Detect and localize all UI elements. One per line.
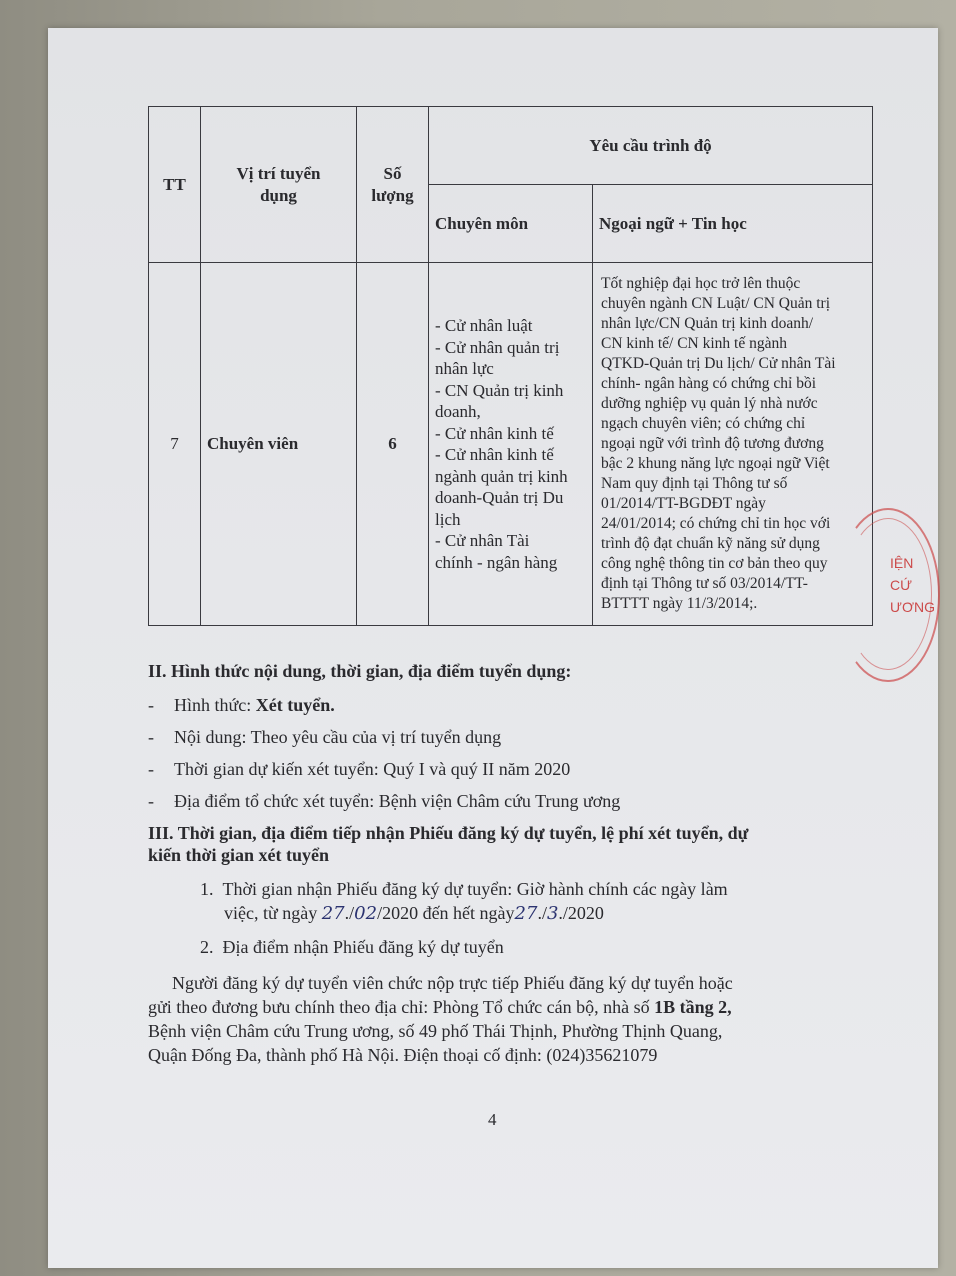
ngoai-ngu-line: Tốt nghiệp đại học trở lên thuộc	[601, 275, 801, 292]
table-row	[149, 263, 873, 626]
para-line-2	[148, 996, 732, 1018]
year-suffix: ./2020	[558, 903, 604, 923]
document-page	[48, 28, 938, 1268]
ngoai-ngu-line: nhân lực/CN Quản trị kinh doanh/	[601, 315, 814, 332]
para-line-1: Người đăng ký dự tuyển viên chức nộp trực tiếp Phiếu đăng ký dự tuyển hoặc	[172, 973, 733, 993]
section-3-title-line1: III. Thời gian, địa điểm tiếp nhận Phiếu đăng ký dự tuyển, lệ phí xét tuyển, dự	[148, 823, 749, 843]
table-header-row	[149, 107, 873, 185]
stamp-text-2: CỨ	[890, 577, 913, 593]
text-from: việc, từ ngày	[224, 903, 322, 923]
ngoai-ngu-line: dưỡng nghiệp vụ quản lý nhà nước	[601, 395, 818, 412]
chuyen-mon-line: - CN Quản trị kinh	[435, 380, 564, 400]
handwritten-month-1: 02	[354, 903, 378, 924]
section-2-item-1	[148, 694, 335, 716]
stamp-text-3: ƯƠNG	[890, 599, 935, 615]
ngoai-ngu-line: CN kinh tế/ CN kinh tế ngành	[601, 335, 787, 352]
ngoai-ngu-line: chính- ngân hàng có chứng chỉ bồi	[601, 375, 817, 392]
chuyen-mon-line: ngành quản trị kinh	[435, 466, 568, 486]
header-vi-tri-line1: Vị trí tuyển	[236, 163, 321, 183]
chuyen-mon-line: - Cử nhân kinh tế	[435, 423, 554, 443]
item-value: Xét tuyển.	[255, 695, 335, 715]
chuyen-mon-line: chính - ngân hàng	[435, 552, 558, 572]
chuyen-mon-list	[435, 315, 586, 573]
section-3-title-line2: kiến thời gian xét tuyển	[148, 845, 329, 865]
recruitment-table	[148, 106, 873, 626]
red-stamp	[880, 508, 940, 678]
section-2-item-4	[148, 790, 620, 812]
header-so-luong	[357, 107, 429, 263]
stamp-text-1: IỆN	[890, 555, 914, 571]
section-3-item-2	[200, 936, 504, 958]
chuyen-mon-line: - Cử nhân Tài	[435, 531, 530, 550]
bullet-dash: -	[148, 727, 154, 747]
para-line-4: Quận Đống Đa, thành phố Hà Nội. Điện thoại cố định: (024)35621079	[148, 1045, 658, 1065]
bullet-dash: -	[148, 695, 154, 715]
item-number: 2.	[200, 937, 214, 957]
item-text: Địa điểm tổ chức xét tuyển: Bệnh viện Châm cứu Trung ương	[174, 791, 621, 811]
header-tt: TT	[149, 107, 201, 263]
item-text: Nội dung: Theo yêu cầu của vị trí tuyển dụng	[174, 727, 502, 747]
row-tt: 7	[149, 263, 201, 626]
handwritten-day-2: 27	[514, 903, 538, 924]
row-chuyen-mon	[429, 263, 593, 626]
date-sep-2: ./	[537, 903, 547, 923]
ngoai-ngu-line: Nam quy định tại Thông tư số	[601, 475, 788, 492]
ngoai-ngu-line: công nghệ thông tin cơ bản theo quy	[601, 555, 828, 572]
item-number: 1.	[200, 879, 214, 899]
section-2-item-3	[148, 758, 570, 780]
ngoai-ngu-line: định tại Thông tư số 03/2014/TT-	[601, 575, 808, 592]
ngoai-ngu-line: 24/01/2014; có chứng chỉ tin học với	[601, 515, 831, 532]
section-2-item-2	[148, 726, 501, 748]
ngoai-ngu-line: QTKD-Quản trị Du lịch/ Cử nhân Tài	[601, 355, 836, 372]
stamp-ring-inner	[844, 518, 932, 670]
ngoai-ngu-line: bậc 2 khung năng lực ngoại ngữ Việt	[601, 455, 830, 472]
chuyen-mon-line: - Cử nhân kinh tế	[435, 445, 554, 464]
item-label: Hình thức:	[174, 695, 256, 715]
row-ngoai-ngu	[593, 263, 873, 626]
chuyen-mon-line: doanh,	[435, 402, 481, 421]
chuyen-mon-line: nhân lực	[435, 359, 494, 378]
date-sep-1: ./	[344, 903, 355, 923]
header-so-luong-line1: Số	[383, 163, 402, 183]
chuyen-mon-line: lịch	[435, 509, 461, 529]
header-yeu-cau: Yêu cầu trình độ	[429, 107, 873, 185]
header-chuyen-mon: Chuyên môn	[429, 185, 593, 263]
para-line-3: Bệnh viện Châm cứu Trung ương, số 49 phố Thái Thịnh, Phường Thịnh Quang,	[148, 1021, 723, 1041]
para-bold: 1B tầng 2,	[654, 997, 732, 1017]
chuyen-mon-line: - Cử nhân quản trị	[435, 337, 560, 357]
text-to: /2020 đến hết ngày	[377, 903, 515, 923]
ngoai-ngu-line: chuyên ngành CN Luật/ CN Quản trị	[601, 295, 831, 312]
header-vi-tri	[201, 107, 357, 263]
section-3-item-1-line1	[200, 878, 728, 900]
ngoai-ngu-line: 01/2014/TT-BGDĐT ngày	[601, 495, 766, 512]
para-text: gửi theo đương bưu chính theo địa chỉ: Phòng Tổ chức cán bộ, nhà số	[148, 997, 655, 1017]
item-text: Thời gian dự kiến xét tuyển: Quý I và quý II năm 2020	[174, 759, 571, 779]
header-ngoai-ngu: Ngoại ngữ + Tin học	[593, 185, 873, 263]
row-vi-tri: Chuyên viên	[201, 263, 357, 626]
row-so-luong: 6	[357, 263, 429, 626]
page-number: 4	[488, 1110, 497, 1129]
ngoai-ngu-line: ngạch chuyên viên; có chứng chỉ	[601, 415, 806, 432]
section-3-item-1-line2	[224, 902, 604, 925]
handwritten-day-1: 27	[321, 903, 345, 924]
ngoai-ngu-line: ngoại ngữ với trình độ tương đương	[601, 435, 824, 452]
ngoai-ngu-line: BTTTT ngày 11/3/2014;.	[601, 595, 758, 612]
item-text: Thời gian nhận Phiếu đăng ký dự tuyển: Giờ hành chính các ngày làm	[222, 879, 728, 899]
section-2-title: II. Hình thức nội dung, thời gian, địa điểm tuyển dụng:	[148, 661, 572, 681]
item-text: Địa điểm nhận Phiếu đăng ký dự tuyển	[222, 937, 504, 957]
bullet-dash: -	[148, 759, 154, 779]
handwritten-month-2: 3	[546, 903, 559, 924]
chuyen-mon-line: - Cử nhân luật	[435, 316, 533, 335]
chuyen-mon-line: doanh-Quản trị Du	[435, 488, 564, 507]
header-vi-tri-line2: dụng	[260, 185, 297, 205]
bullet-dash: -	[148, 791, 154, 811]
ngoai-ngu-list	[601, 274, 868, 614]
ngoai-ngu-line: trình độ đạt chuẩn kỹ năng sử dụng	[601, 535, 820, 552]
header-so-luong-line2: lượng	[371, 185, 414, 205]
